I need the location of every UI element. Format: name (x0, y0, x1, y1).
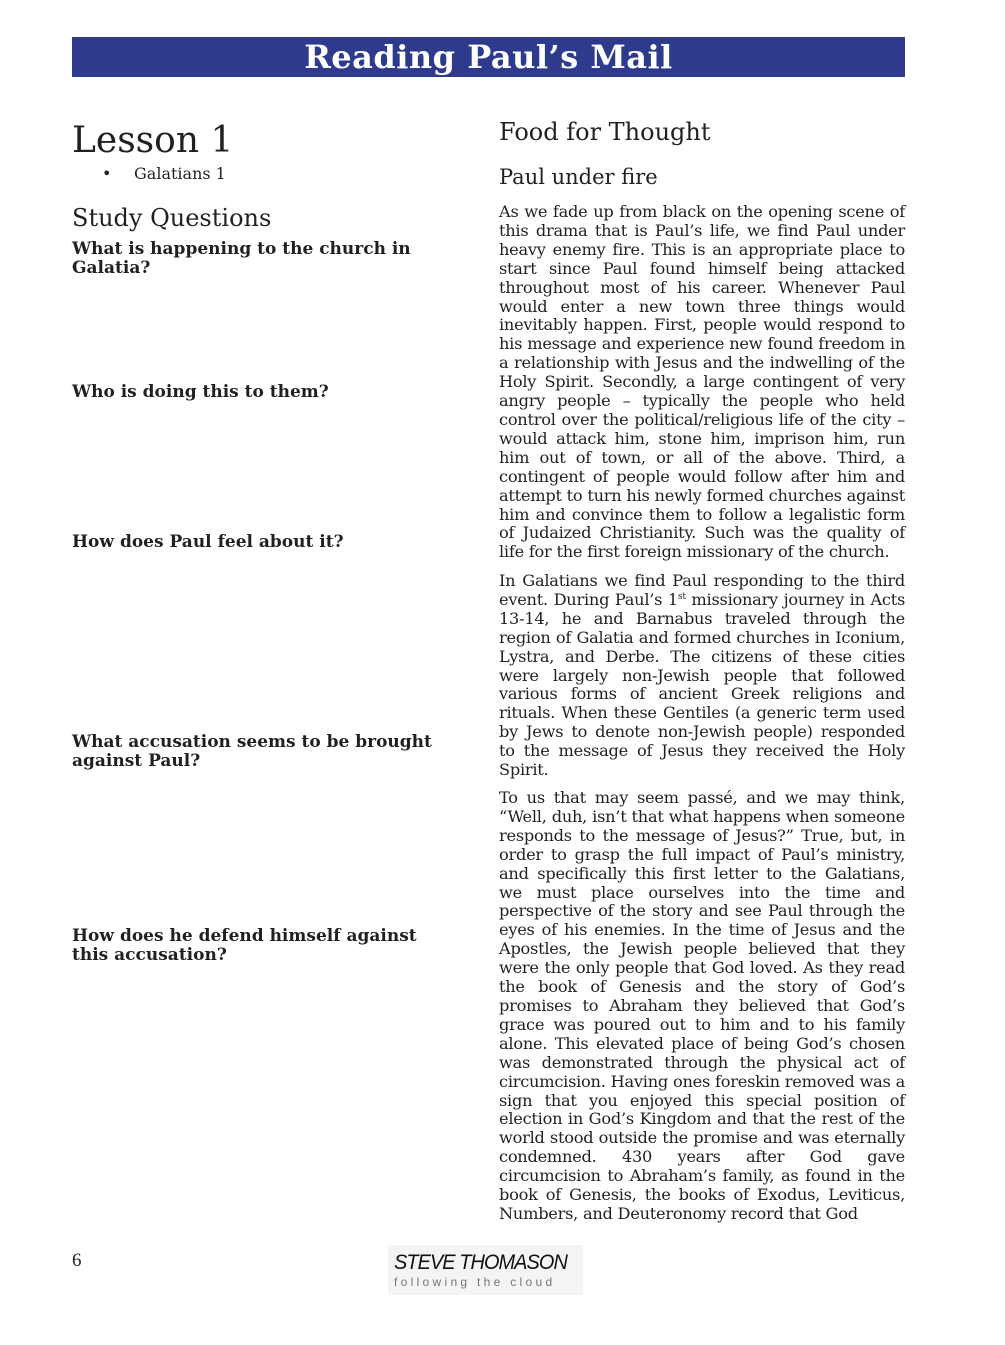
bullet-icon: • (102, 164, 112, 183)
body-paragraph: To us that may seem passé, and we may think, “Well, duh, isn’t that what happens when someone responds to the message of Jesus?” True, but, in order to grasp the full impact of Paul’s ministry, and specifically this first letter to the Galatians, we must place ourselves into the time and perspective of the story and see Paul through the eyes of his enemies. In the time of Jesus and the Apostles, the Jewish people believed that they were the only people that God loved. As they read the book of Genesis and the story of God’s promises to Abraham they believed that God’s grace was poured out to him and to his family alone. This elevated place of being God’s chosen was demonstrated through the physical act of circumcision. Having ones foreskin removed was a sign that you enjoyed this special position of election in God’s Kingdom and that the rest of the world stood outside the promise and was eternally condemned. 430 years after God gave circumcision to Abraham’s family, as found in the book of Genesis, the books of Exodus, Leviticus, Numbers, and Deuteronomy record that God (499, 788, 905, 1223)
lesson-title: Lesson 1 (72, 120, 234, 161)
superscript-ordinal: st (677, 591, 686, 602)
document-title: Reading Paul’s Mail (304, 38, 673, 76)
reading-reference: Galatians 1 (134, 164, 226, 183)
study-question: How does he defend himself against this accusation? (72, 926, 417, 965)
study-questions-heading: Study Questions (72, 204, 272, 232)
body-paragraph: As we fade up from black on the opening scene of this drama that is Paul’s life, we find Paul under heavy enemy fire. This is an appropriate place to start since Paul found himself being attacked throughout most of his career. Whenever Paul would enter a new town three things would inevitably happen. First, people would respond to his message and experience new found freedom in a relationship with Jesus and the indwelling of the Holy Spirit. Secondly, a large contingent of very angry people – typically the people who held control over the political/religious life of the city – would attack him, stone him, imprison him, run him out of town, or all of the above. Third, a contingent of people would follow after him and attempt to turn his newly formed churches against him and convince them to follow a legalistic form of Judaized Christianity. Such was the quality of life for the first foreign missionary of the church. (499, 202, 905, 562)
page-number: 6 (72, 1250, 82, 1271)
study-question: What is happening to the church in Galatia? (72, 239, 411, 278)
study-question: Who is doing this to them? (72, 382, 329, 402)
study-question: How does Paul feel about it? (72, 532, 344, 552)
reading-list-item (102, 164, 226, 184)
logo-tagline: following the cloud (394, 1275, 556, 1289)
logo-wordmark: STEVE THOMASON (394, 1251, 567, 1274)
food-for-thought-heading: Food for Thought (499, 118, 711, 146)
header-banner (72, 37, 905, 77)
paul-under-fire-heading: Paul under fire (499, 165, 658, 189)
steve-thomason-logo (388, 1245, 583, 1295)
body-paragraph: In Galatians we find Paul responding to the third event. During Paul’s 1st missionary journey in Acts 13-14, he and Barnabus traveled through the region of Galatia and formed churches in Iconium, Lystra, and Derbe. The citizens of these cities were largely non-Jewish people that followed various forms of ancient Greek religions and rituals. When these Gentiles (a generic term used by Jews to denote non-Jewish people) responded to the message of Jesus they received the Holy Spirit. (499, 571, 906, 780)
study-question: What accusation seems to be brought against Paul? (72, 732, 432, 771)
